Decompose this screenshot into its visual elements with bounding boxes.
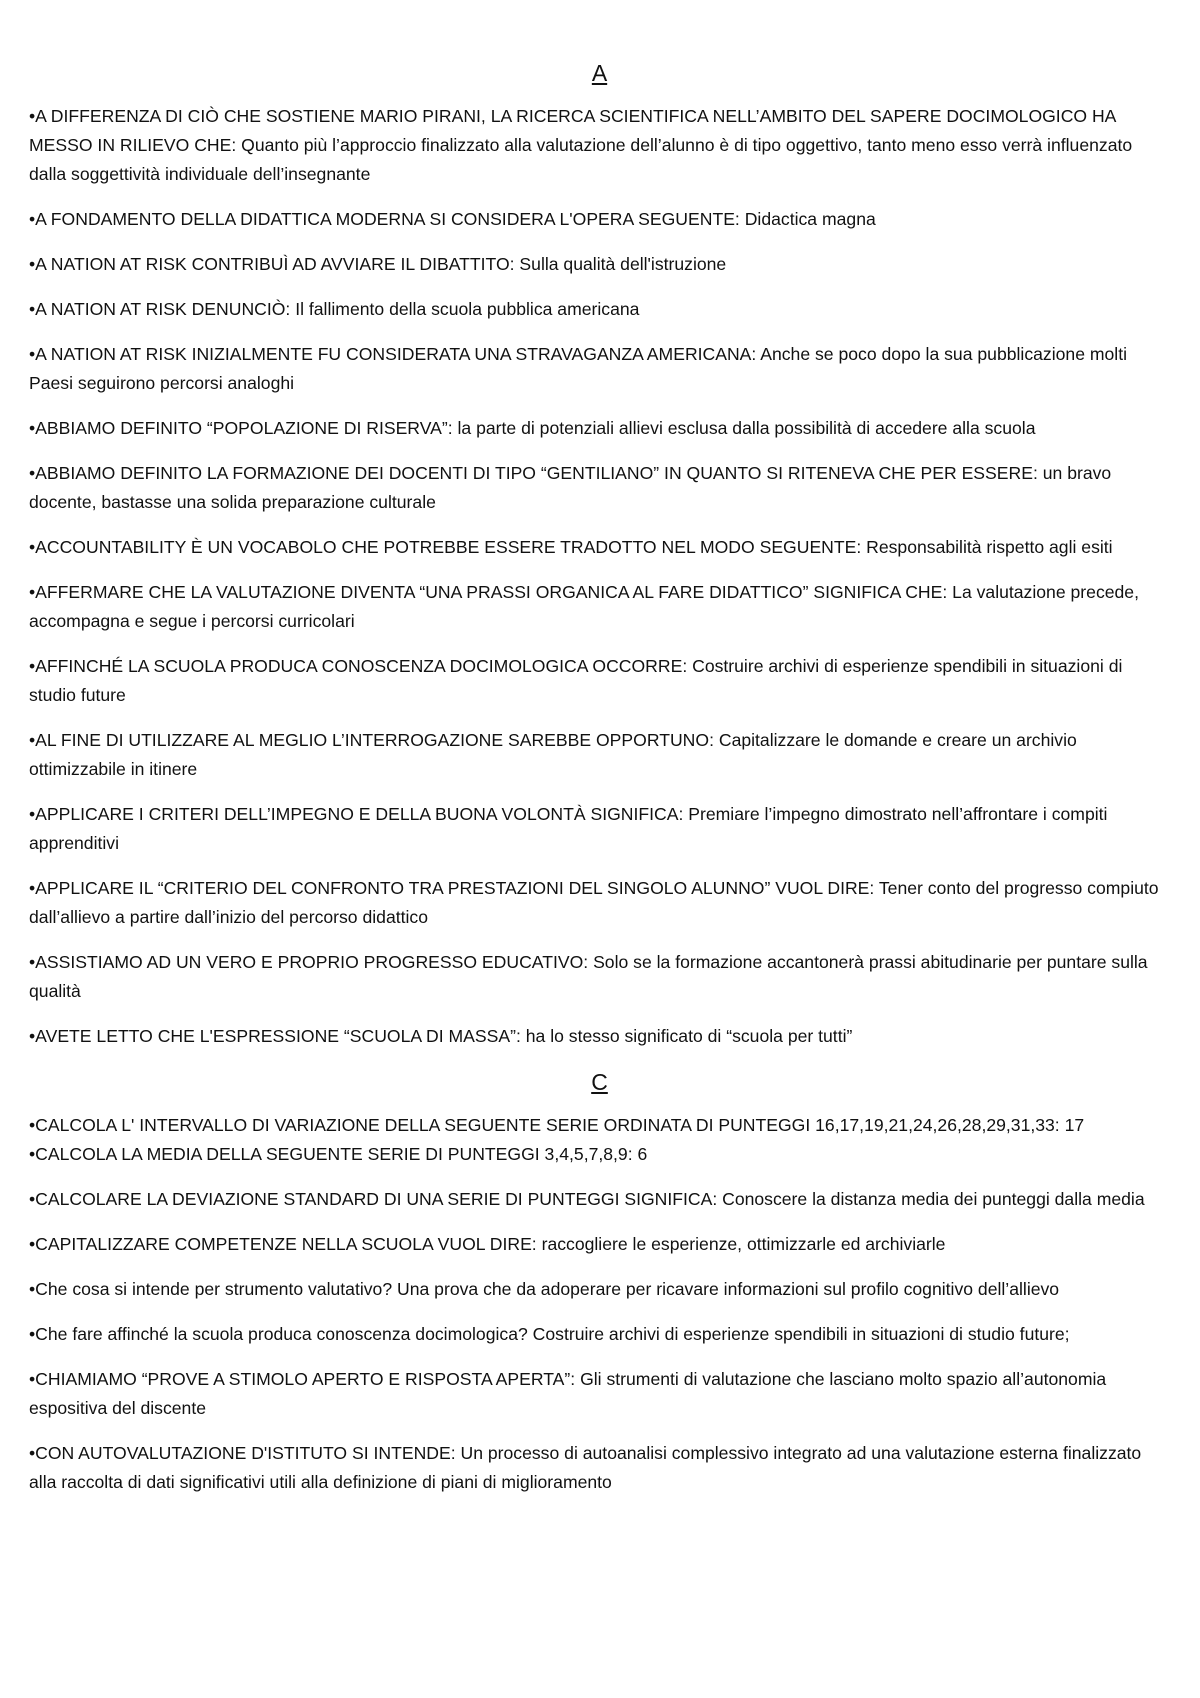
entry-answer: Costruire archivi di esperienze spendibili in situazioni di studio future; xyxy=(532,1324,1070,1344)
entry-question: •CALCOLA L' INTERVALLO DI VARIAZIONE DELLA SEGUENTE SERIE ORDINATA DI PUNTEGGI 16,17,19,21,24,26,28,29,31,33: xyxy=(29,1115,1060,1135)
entry-answer: Gli strumenti di valutazione che lasciano molto spazio all’autonomia espositiva del discente xyxy=(29,1369,1107,1418)
entry-question: •ABBIAMO DEFINITO “POPOLAZIONE DI RISERVA”: xyxy=(29,418,453,438)
entry-answer: Capitalizzare le domande e creare un archivio ottimizzabile in itinere xyxy=(29,730,1077,779)
entry-a-12 xyxy=(29,800,1170,858)
section-c xyxy=(29,1067,1170,1497)
entry-question: •ASSISTIAMO AD UN VERO E PROPRIO PROGRESSO EDUCATIVO: xyxy=(29,952,589,972)
entry-answer: Il fallimento della scuola pubblica americana xyxy=(295,299,640,319)
entry-c-3 xyxy=(29,1185,1170,1214)
entry-question: •CALCOLARE LA DEVIAZIONE STANDARD DI UNA SERIE DI PUNTEGGI SIGNIFICA: xyxy=(29,1189,718,1209)
entry-answer: Solo se la formazione accantonerà prassi abitudinarie per puntare sulla qualità xyxy=(29,952,1148,1001)
entry-question: •A NATION AT RISK INIZIALMENTE FU CONSIDERATA UNA STRAVAGANZA AMERICANA: xyxy=(29,344,757,364)
entry-question: •A NATION AT RISK DENUNCIÒ: xyxy=(29,299,291,319)
entry-a-3 xyxy=(29,250,1170,279)
entry-question: •CAPITALIZZARE COMPETENZE NELLA SCUOLA VUOL DIRE: xyxy=(29,1234,537,1254)
entry-question: •APPLICARE IL “CRITERIO DEL CONFRONTO TRA PRESTAZIONI DEL SINGOLO ALUNNO” VUOL DIRE: xyxy=(29,878,875,898)
entry-question: •Che cosa si intende per strumento valutativo? xyxy=(29,1279,393,1299)
entry-answer: Responsabilità rispetto agli esiti xyxy=(866,537,1113,557)
section-a xyxy=(29,58,1170,1051)
entry-question: •ACCOUNTABILITY È UN VOCABOLO CHE POTREBBE ESSERE TRADOTTO NEL MODO SEGUENTE: xyxy=(29,537,862,557)
entry-question: •AFFERMARE CHE LA VALUTAZIONE DIVENTA “UNA PRASSI ORGANICA AL FARE DIDATTICO” SIGNIFICA CHE: xyxy=(29,582,948,602)
entry-c-7 xyxy=(29,1365,1170,1423)
entry-c-8 xyxy=(29,1439,1170,1497)
entry-question: •APPLICARE I CRITERI DELL’IMPEGNO E DELLA BUONA VOLONTÀ SIGNIFICA: xyxy=(29,804,684,824)
entry-answer: Un processo di autoanalisi complessivo integrato ad una valutazione esterna finalizzato alla raccolta di dati significativi utili alla definizione di piani di miglioramento xyxy=(29,1443,1142,1492)
entry-a-15 xyxy=(29,1022,1170,1051)
entry-c-4 xyxy=(29,1230,1170,1259)
entry-answer: Conoscere la distanza media dei punteggi dalla media xyxy=(722,1189,1145,1209)
entry-answer: Didactica magna xyxy=(744,209,876,229)
section-header-a: A xyxy=(591,60,608,86)
entry-question: •A DIFFERENZA DI CIÒ CHE SOSTIENE MARIO PIRANI, LA RICERCA SCIENTIFICA NELL’AMBITO DEL SAPERE DOCIMOLOGICO HA MESSO IN RILIEVO CHE: xyxy=(29,106,1116,155)
entry-answer: raccogliere le esperienze, ottimizzarle ed archiviarle xyxy=(541,1234,946,1254)
entry-a-11 xyxy=(29,726,1170,784)
entry-a-8 xyxy=(29,533,1170,562)
entry-answer: 6 xyxy=(637,1144,648,1164)
entry-answer: Costruire archivi di esperienze spendibili in situazioni di studio future xyxy=(29,656,1123,705)
entry-answer: Tener conto del progresso compiuto dall’allievo a partire dall’inizio del percorso didattico xyxy=(29,878,1159,927)
entry-question: •CALCOLA LA MEDIA DELLA SEGUENTE SERIE DI PUNTEGGI 3,4,5,7,8,9: xyxy=(29,1144,633,1164)
entry-answer: Anche se poco dopo la sua pubblicazione molti Paesi seguirono percorsi analoghi xyxy=(29,344,1128,393)
entry-answer: Premiare l’impegno dimostrato nell’affrontare i compiti apprenditivi xyxy=(29,804,1108,853)
entry-a-13 xyxy=(29,874,1170,932)
entry-c-6 xyxy=(29,1320,1170,1349)
entry-a-9 xyxy=(29,578,1170,636)
entry-a-14 xyxy=(29,948,1170,1006)
entry-answer: Una prova che da adoperare per ricavare informazioni sul profilo cognitivo dell’allievo xyxy=(397,1279,1060,1299)
entry-question: •ABBIAMO DEFINITO LA FORMAZIONE DEI DOCENTI DI TIPO “GENTILIANO” IN QUANTO SI RITENEVA CHE PER ESSERE: xyxy=(29,463,1038,483)
entry-question: •AL FINE DI UTILIZZARE AL MEGLIO L’INTERROGAZIONE SAREBBE OPPORTUNO: xyxy=(29,730,714,750)
entry-question: •AFFINCHÉ LA SCUOLA PRODUCA CONOSCENZA DOCIMOLOGICA OCCORRE: xyxy=(29,656,688,676)
entry-a-1 xyxy=(29,102,1170,189)
entry-a-4 xyxy=(29,295,1170,324)
entry-c-5 xyxy=(29,1275,1170,1304)
entry-question: •A NATION AT RISK CONTRIBUÌ AD AVVIARE IL DIBATTITO: xyxy=(29,254,515,274)
entry-answer: ha lo stesso significato di “scuola per tutti” xyxy=(525,1026,853,1046)
entry-a-7 xyxy=(29,459,1170,517)
entry-question: •CON AUTOVALUTAZIONE D'ISTITUTO SI INTENDE: xyxy=(29,1443,456,1463)
entry-a-2 xyxy=(29,205,1170,234)
entry-answer: Sulla qualità dell'istruzione xyxy=(519,254,727,274)
entry-answer: 17 xyxy=(1064,1115,1085,1135)
entry-question: •Che fare affinché la scuola produca conoscenza docimologica? xyxy=(29,1324,528,1344)
entry-a-5 xyxy=(29,340,1170,398)
entry-c-1 xyxy=(29,1111,1170,1140)
entry-c-2 xyxy=(29,1140,1170,1169)
entry-answer: Quanto più l’approccio finalizzato alla valutazione dell’alunno è di tipo oggettivo, tanto meno esso verrà influenzato dalla soggettività individuale dell’insegnante xyxy=(29,135,1133,184)
entry-a-10 xyxy=(29,652,1170,710)
entry-a-6 xyxy=(29,414,1170,443)
entry-answer: La valutazione precede, accompagna e segue i percorsi curricolari xyxy=(29,582,1139,631)
entry-answer: la parte di potenziali allievi esclusa dalla possibilità di accedere alla scuola xyxy=(457,418,1036,438)
entry-question: •AVETE LETTO CHE L'ESPRESSIONE “SCUOLA DI MASSA”: xyxy=(29,1026,521,1046)
entry-question: •CHIAMIAMO “PROVE A STIMOLO APERTO E RISPOSTA APERTA”: xyxy=(29,1369,576,1389)
entry-question: •A FONDAMENTO DELLA DIDATTICA MODERNA SI CONSIDERA L'OPERA SEGUENTE: xyxy=(29,209,740,229)
entry-answer: un bravo docente, bastasse una solida preparazione culturale xyxy=(29,463,1112,512)
section-header-c: C xyxy=(591,1069,608,1095)
